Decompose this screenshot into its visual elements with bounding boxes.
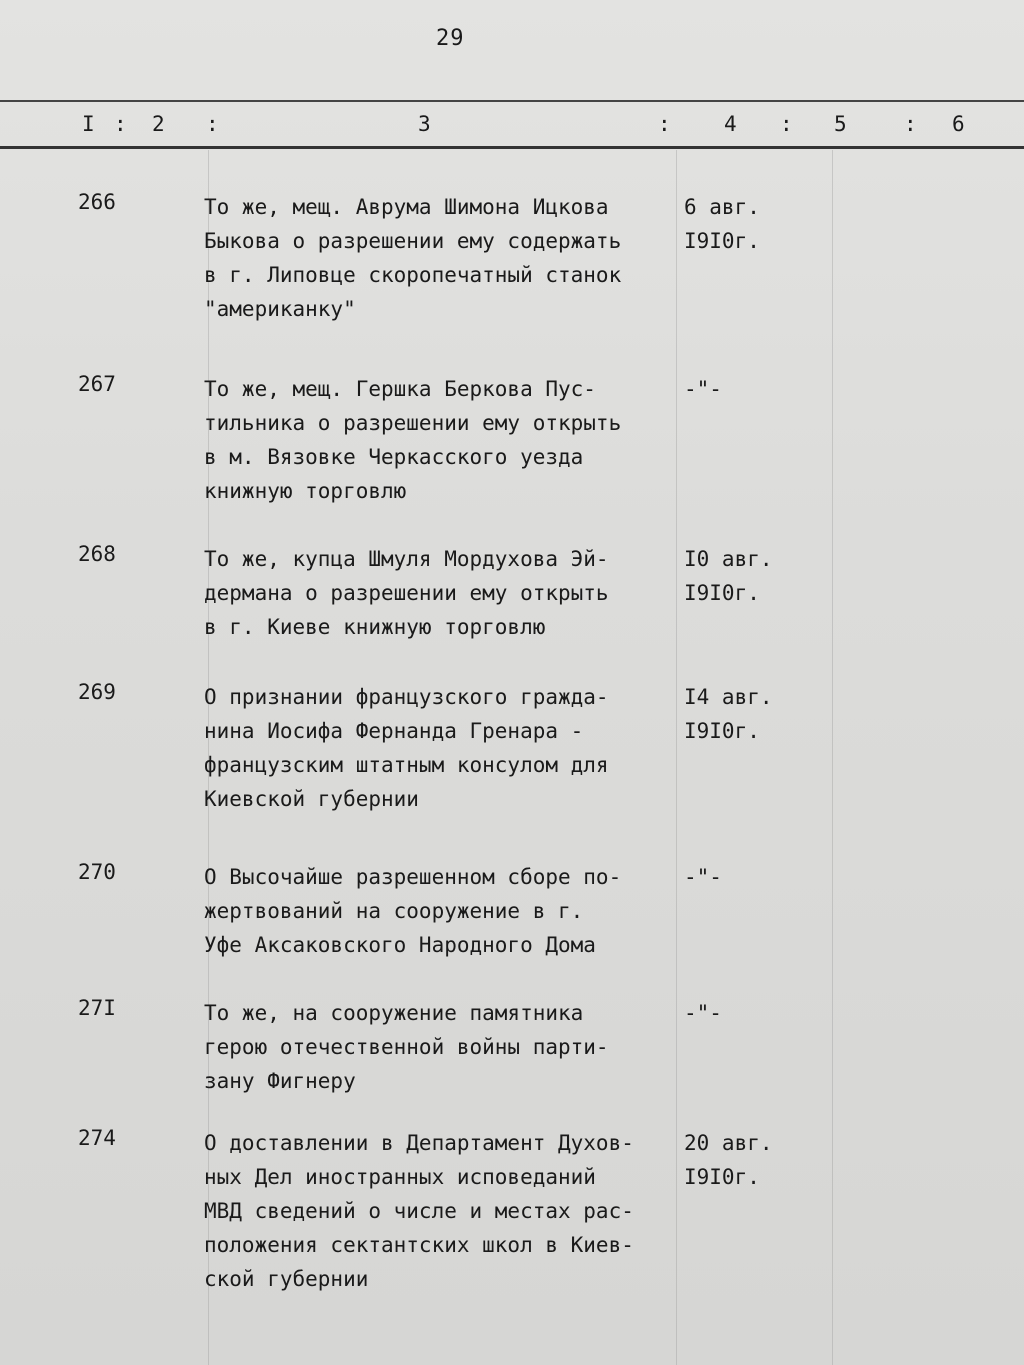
header-col-2: 2 [152, 112, 165, 136]
header-col-1: I [82, 112, 95, 136]
entry-text: О доставлении в Департамент Духов- ных Дел иностранных исповеданий МВД сведений о числе и местах рас- положения сектантских школ в Киев- ской губернии [204, 1131, 634, 1291]
entry-number: 267 [78, 372, 116, 396]
entry-number: 269 [78, 680, 116, 704]
entry-text: То же, мещ. Аврума Шимона Ицкова Быкова о разрешении ему содержать в г. Липовце скоропечатный станок "американку" [204, 195, 622, 321]
column-divider [832, 150, 833, 1365]
entry-number: 27I [78, 996, 116, 1020]
header-sep-3: : [658, 112, 671, 136]
entry-date: 6 авг. I9I0г. [684, 195, 760, 253]
header-bottom-rule [0, 146, 1024, 149]
entry-text: То же, купца Шмуля Мордухова Эй- дермана о разрешении ему открыть в г. Киеве книжную торговлю [204, 547, 609, 639]
header-sep-5: : [904, 112, 917, 136]
entry-date: -"- [684, 377, 722, 401]
header-col-5: 5 [834, 112, 847, 136]
header-col-3: 3 [418, 112, 431, 136]
entry-text: О Высочайше разрешенном сборе по- жертвований на сооружение в г. Уфе Аксаковского Народного Дома [204, 865, 622, 957]
header-sep-2: : [206, 112, 219, 136]
header-sep-4: : [780, 112, 793, 136]
header-sep-1: : [114, 112, 127, 136]
header-col-6: 6 [952, 112, 965, 136]
entry-text: То же, мещ. Гершка Беркова Пус- тильника о разрешении ему открыть в м. Вязовке Черкасского уезда книжную торговлю [204, 377, 622, 503]
header-top-rule [0, 100, 1024, 102]
entry-date: I4 авг. I9I0г. [684, 685, 773, 743]
entry-date: I0 авг. I9I0г. [684, 547, 773, 605]
entry-text: То же, на сооружение памятника герою отечественной войны парти- зану Фигнеру [204, 1001, 609, 1093]
column-header-row [0, 112, 1024, 142]
page-number: 29 [436, 26, 465, 51]
entry-number: 274 [78, 1126, 116, 1150]
entry-number: 270 [78, 860, 116, 884]
header-col-4: 4 [724, 112, 737, 136]
entry-number: 266 [78, 190, 116, 214]
entry-date: 20 авг. I9I0г. [684, 1131, 773, 1189]
entry-number: 268 [78, 542, 116, 566]
entry-text: О признании французского гражда- нина Иосифа Фернанда Гренара - французским штатным консулом для Киевской губернии [204, 685, 609, 811]
entry-date: -"- [684, 865, 722, 889]
entry-date: -"- [684, 1001, 722, 1025]
